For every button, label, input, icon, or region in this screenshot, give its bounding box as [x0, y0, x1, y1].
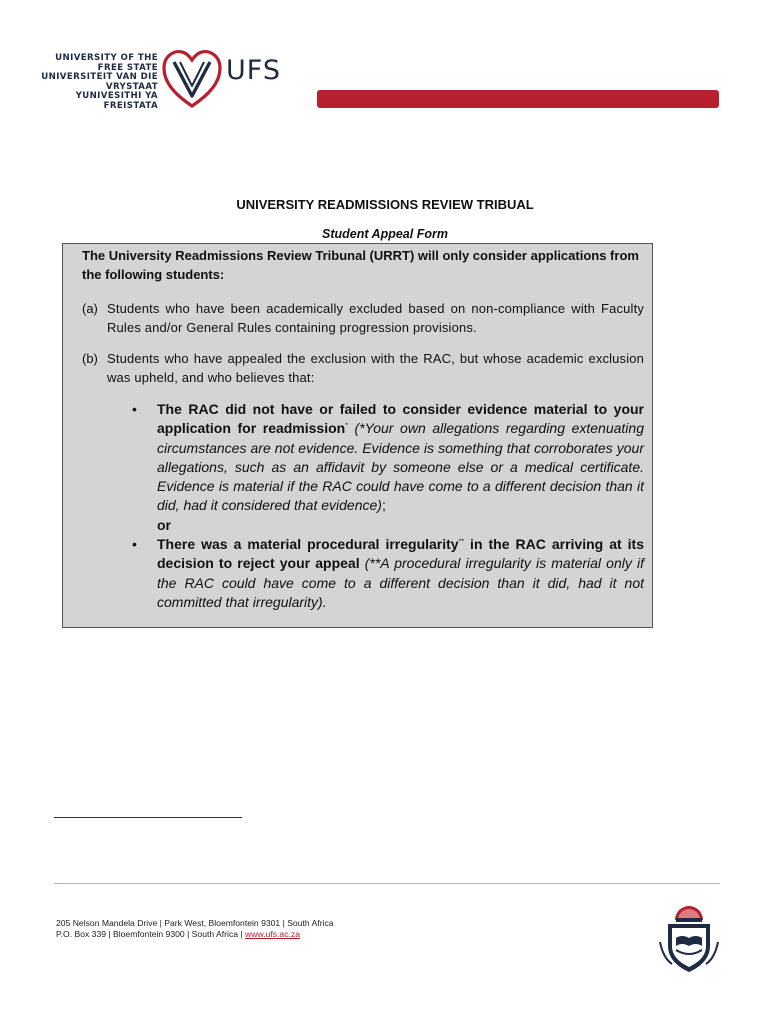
footer-address-line: 205 Nelson Mandela Drive | Park West, Bloemfontein 9301 | South Africa	[56, 918, 334, 928]
condition-italic-text: (*Your own allegations regarding extenuating circumstances are not evidence. Evidence is something that corroborates your allegations, such as an affidavit by someone else or a medical certificate. Evidence is material if the RAC could have come to a different decision than it did, had it considered that evidence)	[157, 420, 644, 514]
condition-bold-text: in the RAC arriving at its decision to reject your appeal	[157, 536, 644, 572]
eligibility-item-a	[82, 299, 644, 337]
footer-address	[56, 918, 334, 940]
item-marker: (b)	[82, 351, 98, 366]
item-text: Students who have appealed the exclusion with the RAC, but whose academic exclusion was upheld, and who believes that:	[107, 351, 644, 385]
university-name-line: FREISTATA	[103, 100, 158, 111]
condition-item-irregularity	[132, 535, 644, 612]
university-name-line: UNIVERSITEIT VAN DIE	[41, 72, 158, 83]
footnote-separator	[54, 817, 242, 818]
ufs-heart-v-logo-icon	[160, 46, 224, 110]
item-marker: (a)	[82, 301, 98, 316]
item-text: Students who have been academically excluded based on non-compliance with Faculty Rules and/or General Rules containing progression provisions.	[107, 301, 644, 335]
header-brand-bar	[317, 90, 719, 108]
or-connector: or	[157, 516, 171, 533]
form-subtitle: Student Appeal Form	[322, 227, 448, 241]
footer-postal-text: P.O. Box 339 | Bloemfontein 9300 | South Africa |	[56, 929, 246, 939]
ufs-crest-icon	[658, 902, 720, 974]
condition-tail: ;	[381, 497, 386, 514]
condition-bold-text: There was a material procedural irregularity	[157, 536, 459, 553]
bullet-icon: •	[132, 536, 137, 553]
condition-text	[157, 400, 644, 516]
university-name-line: UNIVERSITY OF THE	[55, 53, 158, 63]
eligibility-item-b	[82, 349, 644, 387]
footer-divider	[54, 883, 720, 884]
ufs-logo-text: UFS	[226, 55, 281, 86]
university-name-line: YUNIVESITHI YA	[75, 91, 158, 102]
condition-text	[157, 535, 644, 612]
condition-italic-text: (**A procedural irregularity is material only if the RAC could have come to a different decision than it did, had it not committed that irregularity).	[157, 555, 644, 610]
university-name-line: VRYSTAAT	[105, 81, 158, 92]
footnote-mark: *	[345, 422, 348, 430]
university-name-line: FREE STATE	[97, 62, 158, 73]
footnote-mark: **	[458, 538, 465, 546]
bullet-icon: •	[132, 401, 137, 417]
website-link[interactable]: www.ufs.ac.za	[245, 929, 300, 939]
footer-postal-line	[56, 929, 334, 940]
condition-list	[132, 400, 644, 612]
page-title: UNIVERSITY READMISSIONS REVIEW TRIBUAL	[236, 197, 534, 212]
condition-bold-text: The RAC did not have or failed to consider evidence material to your application for readmission	[157, 401, 644, 437]
university-name-block	[40, 54, 158, 112]
condition-item-evidence	[132, 400, 644, 516]
eligibility-intro: The University Readmissions Review Tribunal (URRT) will only consider applications from the following students:	[82, 248, 639, 282]
